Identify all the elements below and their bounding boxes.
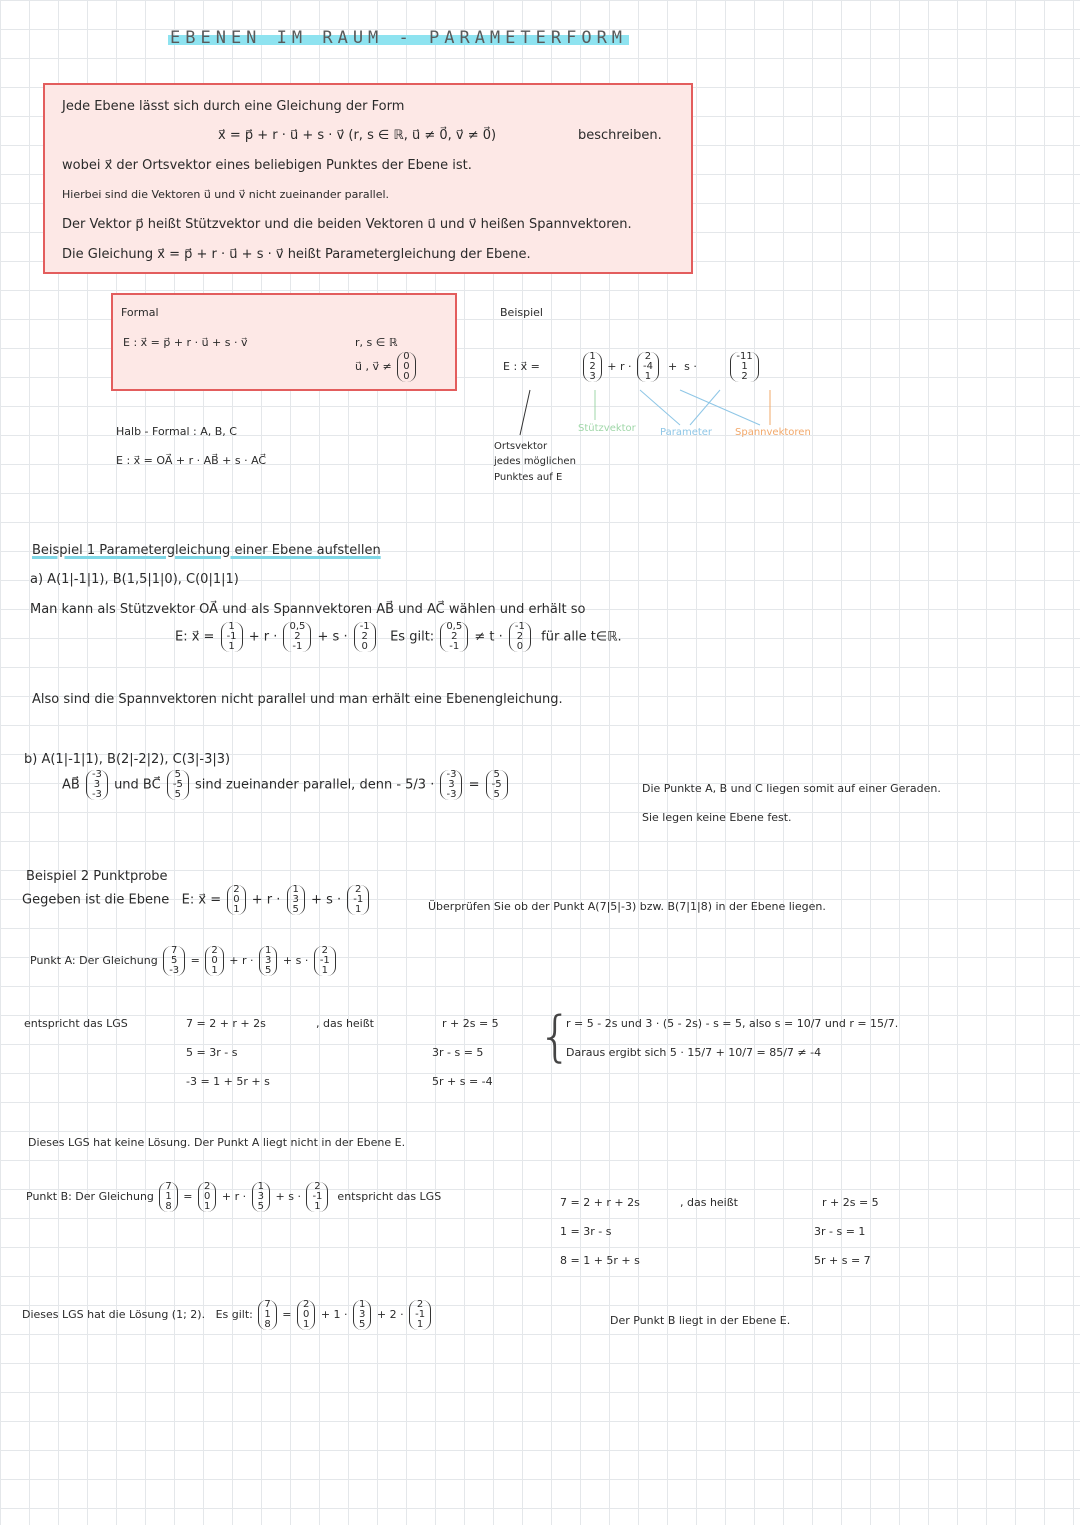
lgs1-row-3: -3 = 1 + 5r + s — [186, 1075, 270, 1088]
beispiel-u-vector: 2 -4 1 — [637, 352, 659, 382]
parameter-annotation: Parameter — [660, 427, 713, 438]
plane-u-vector: 1 3 5 — [287, 885, 305, 915]
ortsvektor-annotation-1: Ortsvektor — [494, 441, 548, 452]
beispiel-v-vector: -11 1 2 — [730, 352, 758, 382]
lgs3-row-2: 1 = 3r - s — [560, 1225, 612, 1238]
beispiel1-a-text: Man kann als Stützvektor OA⃗ und als Spannvektoren AB⃗ und AC⃗ wählen und erhält so — [30, 602, 586, 617]
punkt-a-equation: Punkt A: Der Gleichung 7 5 -3 = 2 0 1 + r · 1 3 5 + s · 2 -1 1 — [30, 946, 338, 976]
lgs3-row-1: 7 = 2 + r + 2s — [560, 1196, 640, 1209]
lgs2-row-2: 3r - s = 5 — [432, 1046, 484, 1059]
ab-b-vector: -3 3 -3 — [86, 770, 108, 800]
bc-b-vector-check: 5 -5 5 — [486, 770, 508, 800]
lgs2-row-3: 5r + s = -4 — [432, 1075, 493, 1088]
page-title: EBENEN IM RAUM - PARAMETERFORM — [170, 28, 628, 48]
definition-line-1: Jede Ebene lässt sich durch eine Gleichung der Form — [62, 99, 405, 114]
beispiel-equation: E : x⃗ = 1 2 3 + r · 2 -4 1 + s · -11 1 2 — [503, 352, 761, 382]
b-p-vector: 2 0 1 — [198, 1182, 216, 1212]
beispiel1-b-points: b) A(1|-1|1), B(2|-2|2), C(3|-3|3) — [24, 752, 231, 767]
ortsvektor-annotation-3: Punktes auf E — [494, 472, 563, 483]
b-v-vector: 2 -1 1 — [306, 1182, 328, 1212]
check-p-vector: 2 0 1 — [297, 1300, 315, 1330]
spannvektoren-annotation: Spannvektoren — [735, 427, 811, 438]
definition-line-2b: beschreiben. — [578, 128, 662, 143]
das-heisst-a: , das heißt — [316, 1017, 374, 1030]
beispiel1-title: Beispiel 1 Parametergleichung einer Ebene aufstellen — [32, 543, 381, 558]
beispiel-p-vector: 1 2 3 — [583, 352, 601, 382]
solution-line-2: Daraus ergibt sich 5 · 15/7 + 10/7 = 85/7 ≠ -4 — [566, 1046, 822, 1059]
beispiel1-conclusion: Also sind die Spannvektoren nicht parallel und man erhält eine Ebenengleichung. — [32, 692, 563, 707]
oa-vector: 1 -1 1 — [221, 622, 243, 652]
solution-line-1: r = 5 - 2s und 3 · (5 - 2s) - s = 5, also s = 10/7 und r = 15/7. — [566, 1017, 899, 1030]
stuetzvektor-annotation: Stützvektor — [578, 423, 636, 434]
beispiel2-task: Überprüfen Sie ob der Punkt A(7|5|-3) bzw. B(7|1|8) in der Ebene liegen. — [428, 900, 826, 913]
point-b-vector: 7 1 8 — [159, 1182, 177, 1212]
lgs1-row-2: 5 = 3r - s — [186, 1046, 238, 1059]
ortsvektor-annotation-2: jedes möglichen — [494, 456, 576, 467]
lgs4-row-3: 5r + s = 7 — [814, 1254, 871, 1267]
check-u-vector: 1 3 5 — [353, 1300, 371, 1330]
punkt-b-solution: Dieses LGS hat die Lösung (1; 2). Es gilt: 7 1 8 = 2 0 1 + 1 · 1 3 5 + 2 · 2 -1 1 — [22, 1300, 433, 1330]
ab-vector-check: 0,5 2 -1 — [440, 622, 468, 652]
halbformal-label: Halb - Formal : A, B, C — [116, 425, 237, 438]
punkt-a-conclusion: Dieses LGS hat keine Lösung. Der Punkt A liegt nicht in der Ebene E. — [28, 1136, 406, 1149]
check-v-vector: 2 -1 1 — [409, 1300, 431, 1330]
beispiel2-plane: Gegeben ist die Ebene E: x⃗ = 2 0 1 + r · 1 3 5 + s · 2 -1 1 — [22, 885, 371, 915]
das-heisst-b: , das heißt — [680, 1196, 738, 1209]
lgs3-row-3: 8 = 1 + 5r + s — [560, 1254, 640, 1267]
plane-p-vector: 2 0 1 — [227, 885, 245, 915]
lgs4-row-1: r + 2s = 5 — [822, 1196, 879, 1209]
beispiel1-b-conclusion-2: Sie legen keine Ebene fest. — [642, 811, 792, 824]
beispiel2-title: Beispiel 2 Punktprobe — [26, 869, 168, 884]
ab-b-vector-check: -3 3 -3 — [440, 770, 462, 800]
lgs2-row-1: r + 2s = 5 — [442, 1017, 499, 1030]
definition-line-3: wobei x⃗ der Ortsvektor eines beliebigen Punktes der Ebene ist. — [62, 158, 472, 173]
solution-brace: { — [538, 1005, 573, 1068]
definition-line-5: Der Vektor p⃗ heißt Stützvektor und die beiden Vektoren u⃗ und v⃗ heißen Spannvektoren. — [62, 217, 632, 232]
plane-v-vector: 2 -1 1 — [347, 885, 369, 915]
ac-vector-check: -1 2 0 — [509, 622, 531, 652]
a-u-vector: 1 3 5 — [259, 946, 277, 976]
ac-vector: -1 2 0 — [354, 622, 376, 652]
definition-line-6: Die Gleichung x⃗ = p⃗ + r · u⃗ + s · v⃗ heißt Parametergleichung der Ebene. — [62, 247, 531, 262]
formal-equation: E : x⃗ = p⃗ + r · u⃗ + s · v⃗ — [123, 336, 248, 349]
zero-vector: 0 0 0 — [397, 352, 415, 382]
formal-label: Formal — [121, 306, 159, 319]
formal-condition-2: u⃗ , v⃗ ≠ 0 0 0 — [355, 352, 418, 382]
definition-line-2: x⃗ = p⃗ + r · u⃗ + s · v⃗ (r, s ∈ ℝ, u⃗ ≠ 0⃗, v⃗ ≠ 0⃗) — [218, 128, 497, 143]
punkt-b-equation: Punkt B: Der Gleichung 7 1 8 = 2 0 1 + r · 1 3 5 + s · 2 -1 1 entspricht das LGS — [26, 1181, 442, 1212]
bc-b-vector: 5 -5 5 — [167, 770, 189, 800]
b-u-vector: 1 3 5 — [252, 1182, 270, 1212]
halbformal-equation: E : x⃗ = OA⃗ + r · AB⃗ + s · AC⃗ — [116, 454, 267, 467]
definition-line-4: Hierbei sind die Vektoren u⃗ und v⃗ nicht zueinander parallel. — [62, 188, 390, 201]
check-b-vector: 7 1 8 — [258, 1300, 276, 1330]
beispiel1-equation: E: x⃗ = 1 -1 1 + r · 0,5 2 -1 + s · -1 2 0 Es gilt: 0,5 2 -1 ≠ t · -1 2 0 für alle t∈ℝ. — [175, 621, 622, 652]
a-v-vector: 2 -1 1 — [314, 946, 336, 976]
beispiel-label: Beispiel — [500, 306, 543, 319]
point-a-vector: 7 5 -3 — [163, 946, 185, 976]
a-p-vector: 2 0 1 — [205, 946, 223, 976]
beispiel1-b-equation: AB⃗ -3 3 -3 und BC⃗ 5 -5 5 sind zueinander parallel, denn - 5/3 · -3 3 -3 = 5 -5 5 — [62, 770, 510, 800]
lgs1-row-1: 7 = 2 + r + 2s — [186, 1017, 266, 1030]
lgs-label-a: entspricht das LGS — [24, 1017, 128, 1030]
beispiel1-a-points: a) A(1|-1|1), B(1,5|1|0), C(0|1|1) — [30, 572, 239, 587]
formal-condition-1: r, s ∈ ℝ — [355, 336, 398, 349]
ab-vector: 0,5 2 -1 — [283, 622, 311, 652]
lgs4-row-2: 3r - s = 1 — [814, 1225, 866, 1238]
punkt-b-conclusion: Der Punkt B liegt in der Ebene E. — [610, 1314, 791, 1327]
beispiel1-b-conclusion-1: Die Punkte A, B und C liegen somit auf einer Geraden. — [642, 782, 941, 795]
